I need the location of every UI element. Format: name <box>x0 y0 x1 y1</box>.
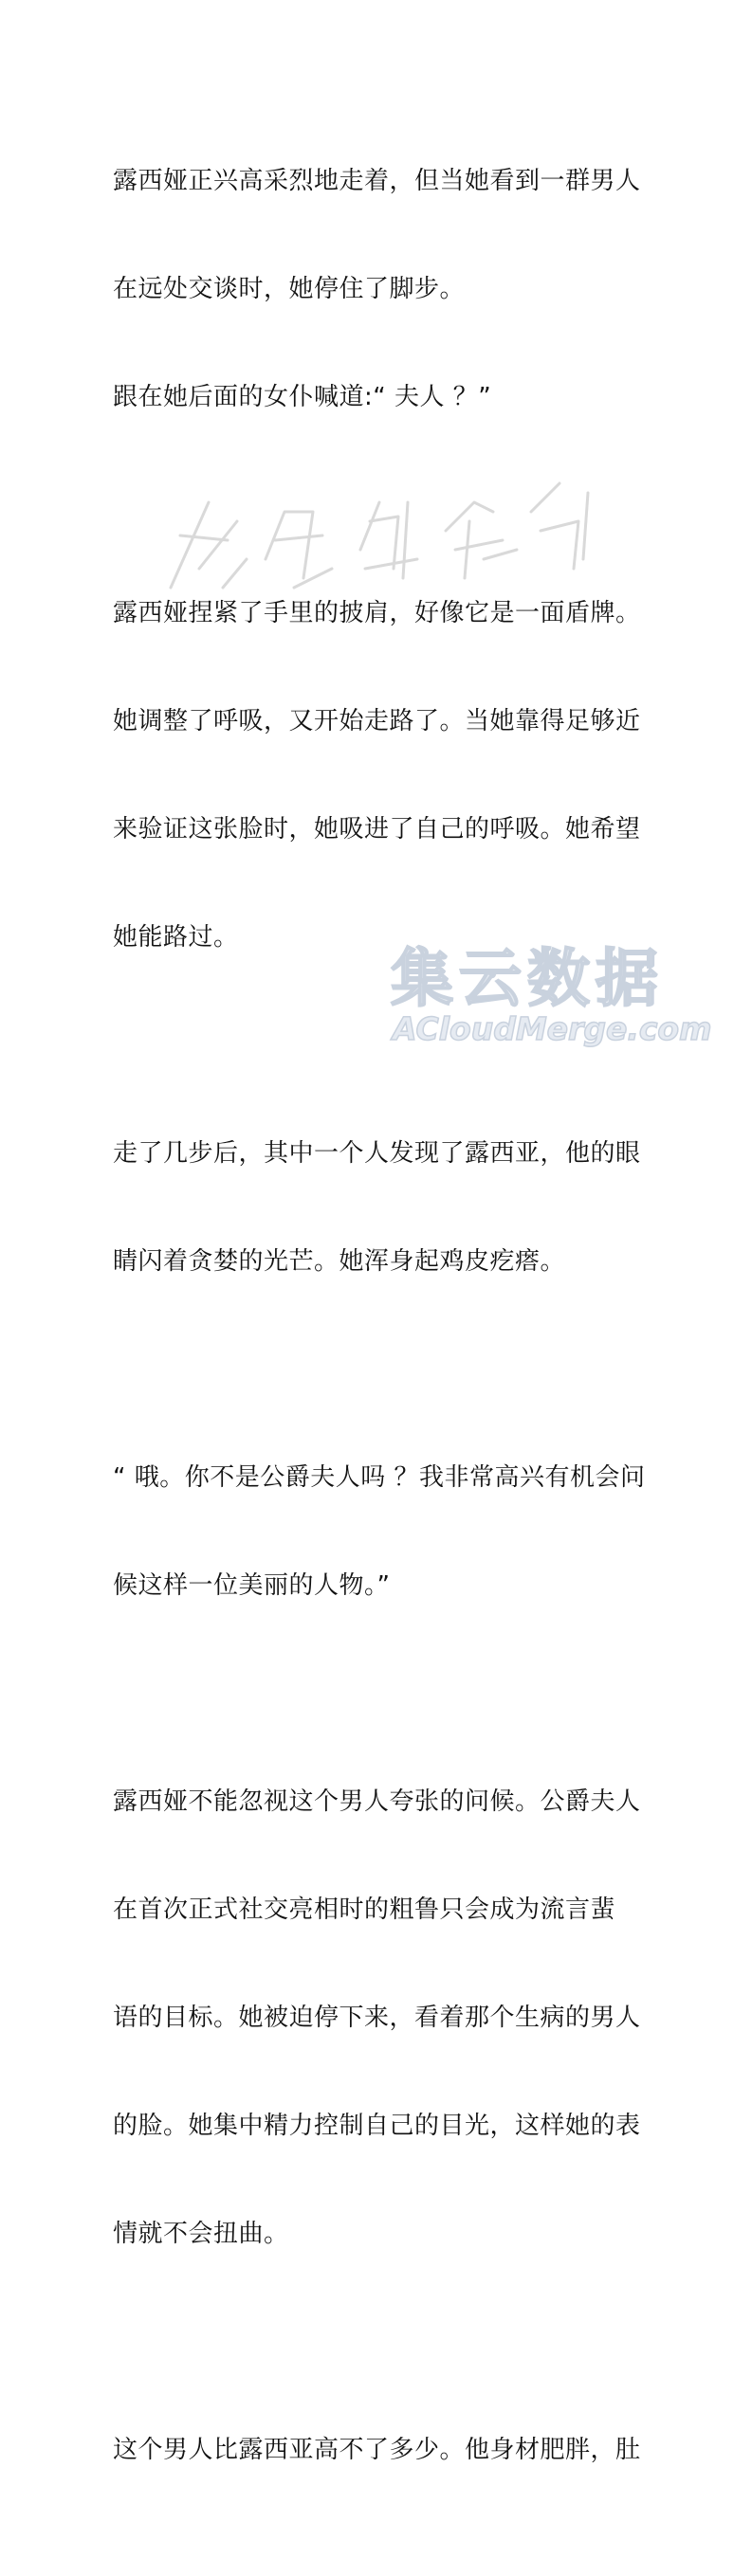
paragraph-3 <box>113 1063 653 1351</box>
paragraph-6 <box>113 2360 653 2540</box>
paragraph-2 <box>113 523 653 1027</box>
story-text <box>113 91 653 2576</box>
logo-text-cn: 集云数据 <box>391 942 664 1015</box>
paragraph-1 <box>113 91 653 487</box>
text-line: 跟在她后面的女仆喊道:“ 夫人 ？” <box>113 383 492 411</box>
text-line: 情就不会扭曲。 <box>113 2220 289 2248</box>
text-line: 在首次正式社交亮相时的粗鲁只会成为流言蜚 <box>113 1896 616 1924</box>
text-line: 这个男人比露西亚高不了多少。他身材肥胖，肚 <box>113 2436 641 2464</box>
text-line: “ 哦。你不是公爵夫人吗 ？我非常高兴有机会问 <box>113 1463 646 1492</box>
text-line: 睛闪着贪婪的光芒。她浑身起鸡皮疙瘩。 <box>113 1247 566 1276</box>
text-line: 露西娅不能忽视这个男人夸张的问候。公爵夫人 <box>113 1787 641 1816</box>
logo-text-en: ACloudMerge.com <box>393 1010 712 1047</box>
text-line: 的脸。她集中精力控制自己的目光，这样她的表 <box>113 2112 641 2140</box>
text-line: 来验证这张脸时，她吸进了自己的呼吸。她希望 <box>113 815 641 844</box>
text-line: 语的目标。她被迫停下来，看着那个生病的男人 <box>113 2004 641 2032</box>
text-line: 她调整了呼吸，又开始走路了。当她靠得足够近 <box>113 707 641 735</box>
paragraph-5 <box>113 1712 653 2324</box>
text-line: 她能路过。 <box>113 923 239 952</box>
text-line: 走了几步后，其中一个人发现了露西亚，他的眼 <box>113 1139 641 1168</box>
text-line: 露西娅正兴高采烈地走着，但当她看到一群男人 <box>113 167 641 195</box>
text-line: 在远处交谈时，她停住了脚步。 <box>113 275 466 303</box>
text-line: 候这样一位美丽的人物。” <box>113 1571 391 1600</box>
text-line: 露西娅捏紧了手里的披肩，好像它是一面盾牌。 <box>113 599 641 627</box>
paragraph-4 <box>113 1388 653 1676</box>
